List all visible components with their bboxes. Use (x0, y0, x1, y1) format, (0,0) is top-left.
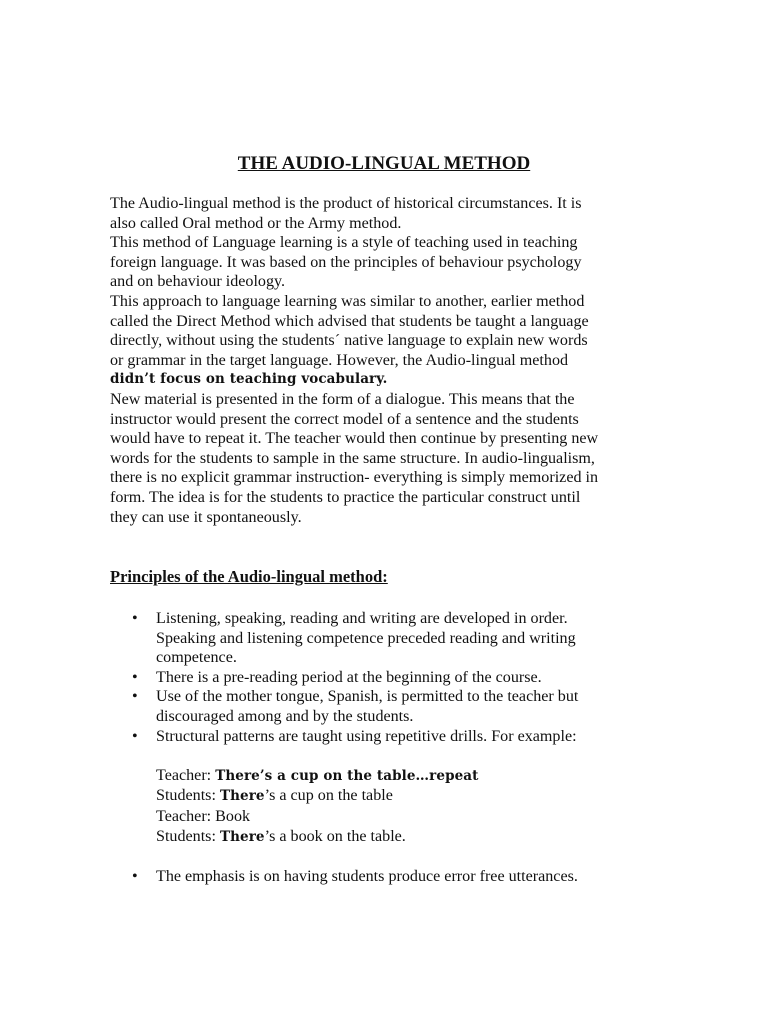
example-emphasis: There’s a cup on the table…repeat (215, 767, 479, 784)
list-item (110, 867, 670, 887)
text-line: The Audio-lingual method is the product of historical circumstances. It is (110, 195, 582, 212)
bullet-icon: • (132, 688, 138, 706)
text-line: there is no explicit grammar instruction- everything is simply memorized in (110, 469, 599, 487)
example-line (156, 827, 670, 848)
text-line: instructor would present the correct model of a sentence and the students (110, 410, 579, 428)
text-line: directly, without using the students´ native language to explain new words (110, 332, 588, 350)
text-line: form. The idea is for the students to practice the particular construct until (110, 488, 581, 506)
example-text: ’s a cup on the table (264, 787, 393, 805)
text-line: This approach to language learning was similar to another, earlier method (110, 292, 585, 310)
text-line: they can use it spontaneously. (110, 508, 302, 526)
list-item (110, 609, 670, 668)
text-line: words for the students to sample in the same structure. In audio-lingualism, (110, 449, 595, 467)
example-line (156, 766, 670, 787)
list-item (110, 727, 670, 747)
text-line: or grammar in the target language. However, the Audio-lingual method (110, 351, 569, 369)
text-line: New material is presented in the form of a dialogue. This means that the (110, 390, 575, 408)
text-line: and on behaviour ideology. (110, 273, 286, 291)
drill-example (110, 766, 670, 847)
speaker-label: Students: (156, 787, 220, 805)
list-item-line: Speaking and listening competence preceded reading and writing (156, 629, 576, 647)
example-emphasis: There (219, 828, 265, 845)
speaker-label: Students: (156, 827, 220, 845)
example-line (156, 786, 670, 807)
example-line: Teacher: Book (156, 807, 251, 825)
bullet-icon: • (132, 610, 138, 627)
bullet-icon: • (132, 668, 138, 686)
list-item (110, 687, 670, 726)
list-item-line: competence. (156, 649, 237, 667)
bullet-icon: • (132, 727, 138, 745)
principles-list (110, 609, 670, 886)
emphasized-line: didn’t focus on teaching vocabulary. (110, 371, 388, 388)
text-line: also called Oral method or the Army method. (110, 214, 402, 232)
text-line: This method of Language learning is a style of teaching used in teaching (110, 234, 578, 252)
text-line: would have to repeat it. The teacher would then continue by presenting new (110, 430, 599, 448)
text-line: foreign language. It was based on the principles of behaviour psychology (110, 253, 582, 271)
list-item-line: There is a pre-reading period at the beginning of the course. (156, 668, 542, 686)
list-item-line: Listening, speaking, reading and writing are developed in order. (156, 610, 568, 627)
bullet-icon: • (132, 867, 138, 885)
list-item-line: Use of the mother tongue, Spanish, is permitted to the teacher but (156, 688, 579, 706)
list-item-line: discouraged among and by the students. (156, 707, 414, 725)
list-item (110, 668, 670, 688)
intro-paragraphs (110, 194, 650, 527)
list-item-line: The emphasis is on having students produce error free utterances. (156, 867, 578, 885)
principles-heading: Principles of the Audio-lingual method: (110, 567, 388, 586)
page-title: THE AUDIO-LINGUAL METHOD (237, 153, 531, 174)
example-emphasis: There (219, 788, 265, 805)
speaker-label: Teacher: (156, 766, 216, 784)
example-text: ’s a book on the table. (264, 827, 406, 845)
text-line: called the Direct Method which advised that students be taught a language (110, 312, 589, 330)
list-item-line: Structural patterns are taught using repetitive drills. For example: (156, 727, 577, 745)
